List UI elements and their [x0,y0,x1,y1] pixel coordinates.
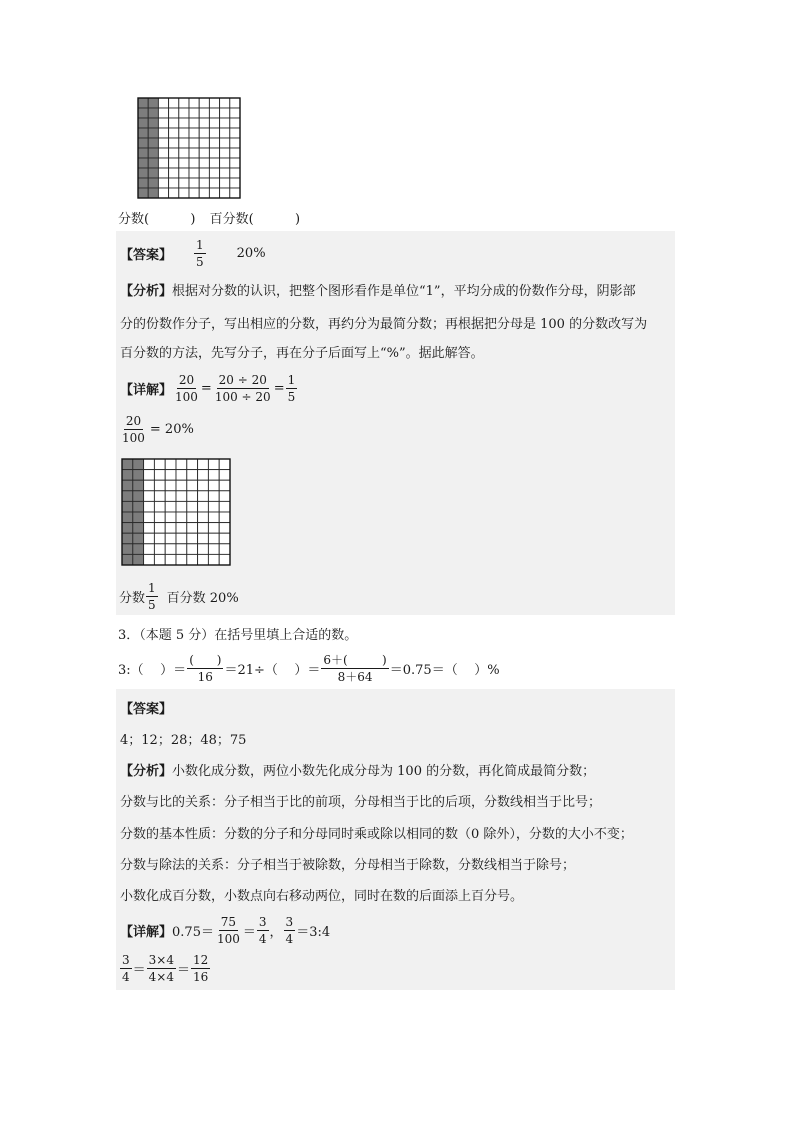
q3-analysis-line4: 分数与除法的关系：分子相当于被除数，分母相当于除数，分数线相当于除号； [120,858,576,873]
grid-cell [189,138,199,148]
grid-cell-shaded [148,168,158,178]
grid-cell-shaded [133,459,144,470]
grid-cell [220,148,230,158]
grid-cell [176,512,187,523]
grid-cell [230,108,240,118]
grid-cell [208,501,219,512]
grid-cell [154,459,165,470]
grid-cell [179,98,189,108]
fraction-20-100 [120,415,147,444]
q3-equation [118,650,500,686]
fraction-numerator: 20 ÷ 20 [218,372,267,387]
grid-cell [169,148,179,158]
grid-cell-shaded [133,480,144,491]
grid-cell [179,178,189,188]
grid-cell [209,108,219,118]
grid-cell [179,188,189,198]
grid-cell [154,554,165,565]
fraction-3-4 [120,954,132,983]
grid-cell [154,491,165,502]
grid-cell [230,118,240,128]
fraction-label: 分数( [118,212,150,227]
grid-cell [158,118,168,128]
equals-sign: ＝ [176,962,190,978]
grid-cell [208,523,219,534]
grid-cell [187,480,198,491]
answer-tag: 【答案】 [120,247,173,263]
grid-cell-shaded [133,554,144,565]
grid-cell [158,178,168,188]
grid-cell [209,158,219,168]
grid-cell [199,128,209,138]
grid-cell [220,158,230,168]
detail-tag: 【详解】 [120,924,173,940]
grid-cell-shaded [133,470,144,481]
fraction-denominator: 100 [122,430,145,445]
grid-cell [219,470,230,481]
grid-cell-shaded [133,512,144,523]
grid-cell [187,501,198,512]
fraction-denominator: 100 [175,389,198,404]
grid-cell-shaded [122,459,133,470]
grid-cell [219,491,230,502]
grid-cell [230,148,240,158]
grid-cell-shaded [122,512,133,523]
grid-cell [230,188,240,198]
grid-cell [199,178,209,188]
grid-cell [220,128,230,138]
grid-cell [158,158,168,168]
grid-cell [208,512,219,523]
grid-cell [179,168,189,178]
grid-cell-shaded [133,533,144,544]
grid-cell [230,168,240,178]
grid-cell [219,523,230,534]
fraction-numerator: 20 [178,372,195,387]
grid-cell [208,544,219,555]
fraction-20-100 [173,374,200,403]
grid-cell [144,501,155,512]
grid-cell [189,188,199,198]
grid-cell [165,480,176,491]
grid-cell [199,158,209,168]
grid-cell [169,168,179,178]
grid-cell [209,168,219,178]
fraction-numerator: 75 [220,914,237,929]
grid-cell [169,158,179,168]
equation-part: 3:（ ）＝ [118,662,187,678]
grid-cell [219,554,230,565]
percent-label: 百分数( [209,212,254,227]
q3-analysis-line1 [120,760,595,779]
grid-cell [158,128,168,138]
grid-cell [169,98,179,108]
grid-cell-shaded [122,533,133,544]
fraction-denominator: 4 [122,969,130,984]
grid-cell [179,158,189,168]
grid-cell-shaded [133,544,144,555]
grid-cell [158,188,168,198]
grid-cell [176,459,187,470]
fraction-numerator: 3×4 [148,952,174,967]
grid-cell [169,178,179,188]
grid-cell-shaded [148,148,158,158]
grid-cell [230,138,240,148]
grid-cell-shaded [138,178,148,188]
grid-cell-shaded [138,138,148,148]
blank-fraction-16 [187,654,223,683]
grid-cell-shaded [148,128,158,138]
grid-cell [199,98,209,108]
grid-cell [179,118,189,128]
grid-cell [220,108,230,118]
equals-sign: ＝ [132,962,146,978]
fraction-denominator: 5 [287,389,296,404]
q3-detail-line2 [119,950,211,986]
grid-cell [165,491,176,502]
fraction-denominator: 4×4 [148,969,174,984]
q3-analysis-line5: 小数化成百分数，小数点向右移动两位，同时在数的后面添上百分号。 [120,889,524,904]
grid-cell [199,148,209,158]
grid-cell-shaded [122,470,133,481]
grid-cell [165,533,176,544]
grid-cell-shaded [138,148,148,158]
grid-cell [198,523,209,534]
grid-cell [199,108,209,118]
q2-answer-line [120,236,266,270]
analysis-tag: 【分析】 [120,284,173,299]
grid-cell [165,523,176,534]
fraction-denominator: 16 [193,969,209,984]
equation-part: 0.75＝ [172,924,214,940]
grid-cell [144,554,155,565]
fraction-denominator: 4 [285,931,294,946]
fraction-12-16 [191,954,210,983]
grid-cell-shaded [138,108,148,118]
fraction-3-4 [284,916,296,945]
grid-cell [198,512,209,523]
fraction-denominator: 100 ÷ 20 [214,389,271,404]
grid-cell-shaded [138,98,148,108]
grid-cell [179,128,189,138]
grid-cell [144,523,155,534]
fraction-numerator: 3 [122,952,130,967]
grid-cell-shaded [133,491,144,502]
paren-close: ) [295,212,301,227]
grid-cell [169,108,179,118]
grid-cell [220,178,230,188]
grid-cell [179,108,189,118]
grid-cell [187,459,198,470]
grid-cell-shaded [148,98,158,108]
equals-sign: = [200,380,212,396]
grid-cell [176,533,187,544]
grid-cell [189,118,199,128]
fraction-numerator: 6＋( ) [323,652,387,667]
grid-cell [219,501,230,512]
grid-cell [208,491,219,502]
grid-cell [158,148,168,158]
grid-cell-shaded [148,118,158,128]
grid-cell [165,459,176,470]
grid-cell [219,459,230,470]
grid-cell [189,108,199,118]
grid-cell [208,459,219,470]
grid-cell-shaded [138,128,148,138]
grid-cell [169,188,179,198]
grid-cell [220,138,230,148]
fraction-numerator: ( ) [189,652,222,667]
grid-cell [144,512,155,523]
grid-cell-shaded [122,523,133,534]
grid-cell [176,501,187,512]
grid-cell [209,148,219,158]
fraction-blank [149,212,190,227]
grid-cell-shaded [133,523,144,534]
grid-cell [144,480,155,491]
grid-cell [144,544,155,555]
grid-cell [199,168,209,178]
grid-cell [220,168,230,178]
grid-cell [176,544,187,555]
fraction-1-5 [286,374,298,403]
grid-cell-shaded [148,158,158,168]
fraction-numerator: 3 [285,914,294,929]
grid-cell [144,459,155,470]
q2-detail-line2 [119,411,194,447]
grid-cell [154,512,165,523]
fraction-denominator: 4 [258,931,267,946]
grid-cell [198,533,209,544]
fraction-denominator: 5 [196,254,204,269]
grid-cell [198,544,209,555]
grid-cell [154,523,165,534]
hundred-grid-figure [137,97,241,199]
comma: ， [269,924,283,940]
grid-cell [189,168,199,178]
grid-cell [158,138,168,148]
grid-cell-shaded [122,554,133,565]
result-fraction [146,582,158,611]
percent-result: = 20% [149,421,194,437]
grid-cell [230,98,240,108]
q3-answer-values: 4；12；28；48；75 [120,733,247,748]
grid-cell [220,98,230,108]
grid-cell [220,188,230,198]
q2-detail-line1 [120,370,298,406]
grid-cell [219,533,230,544]
grid-cell [209,178,219,188]
grid-cell [176,480,187,491]
ratio-result: ＝3:4 [296,924,331,940]
grid-cell [179,138,189,148]
grid-cell [208,470,219,481]
grid-cell [179,148,189,158]
fraction-numerator: 20 [125,413,142,428]
grid-cell [219,512,230,523]
grid-cell [209,118,219,128]
grid-cell [189,178,199,188]
grid-cell [169,118,179,128]
q2-analysis-line1 [120,280,636,299]
grid-cell [189,158,199,168]
grid-cell [187,491,198,502]
grid-cell [187,512,198,523]
grid-cell [208,533,219,544]
grid-cell [187,554,198,565]
grid-cell [165,554,176,565]
grid-cell [230,158,240,168]
grid-cell [219,544,230,555]
grid-cell-shaded [148,178,158,188]
q3-answer-tag: 【答案】 [120,702,173,717]
grid-cell-shaded [122,491,133,502]
grid-cell [169,138,179,148]
grid-cell [158,98,168,108]
grid-cell [189,128,199,138]
grid-cell [176,491,187,502]
grid-cell [165,512,176,523]
answer-percent: 20% [236,245,266,261]
q3-title: 3．（本题 5 分）在括号里填上合适的数。 [118,628,358,643]
grid-cell [198,501,209,512]
q2-analysis-line3: 百分数的方法，先写分子，再在分子后面写上“%”。据此解答。 [120,346,484,361]
grid-cell [209,98,219,108]
answer-fraction [194,239,206,268]
fraction-75-100 [215,916,242,945]
blank-fraction-8-64 [321,654,388,683]
grid-cell [199,118,209,128]
fraction-divided [213,374,273,403]
grid-cell [154,501,165,512]
grid-cell [230,128,240,138]
detail-tag: 【详解】 [120,382,173,398]
fraction-3-4 [257,916,269,945]
grid-cell [198,470,209,481]
analysis-text: 根据对分数的认识，把整个图形看作是单位“1”，平均分成的份数作分母，阴影部 [172,284,636,299]
percent-result: 百分数 20% [166,590,239,606]
grid-cell [176,523,187,534]
fraction-percent-blanks [118,208,300,227]
grid-cell [220,118,230,128]
grid-cell-shaded [148,188,158,198]
equation-part: ＝21÷（ ）＝ [224,662,321,678]
equals-sign: = [273,380,285,396]
grid-cell-shaded [148,108,158,118]
fraction-denominator: 16 [197,669,213,684]
fraction-numerator: 1 [148,580,156,595]
q3-detail-line1 [120,912,330,948]
grid-cell [154,480,165,491]
grid-cell [144,491,155,502]
grid-cell-shaded [122,501,133,512]
grid-cell [154,470,165,481]
grid-cell [208,554,219,565]
grid-cell [144,470,155,481]
grid-cell [144,533,155,544]
grid-cell [209,138,219,148]
grid-cell [189,148,199,158]
paren-close: ) [190,212,196,227]
q2-analysis-line2: 分的份数作分子，写出相应的分数，再约分为最简分数；再根据把分母是 100 的分数改写为 [120,317,648,332]
grid-cell-shaded [138,118,148,128]
grid-cell-shaded [133,501,144,512]
grid-cell [209,128,219,138]
q3-analysis-line2: 分数与比的关系：分子相当于比的前项，分母相当于比的后项，分数线相当于比号； [120,795,602,810]
fraction-numerator: 3 [258,914,267,929]
fraction-numerator: 12 [193,952,209,967]
grid-cell [176,470,187,481]
equation-part: ＝0.75＝（ ）% [389,662,500,678]
hundred-grid-figure-answer [121,458,231,566]
analysis-tag: 【分析】 [120,764,173,779]
grid-cell-shaded [138,168,148,178]
fraction-denominator: 100 [216,931,240,946]
grid-cell [158,168,168,178]
grid-cell [208,480,219,491]
grid-cell [165,544,176,555]
grid-cell-shaded [138,158,148,168]
grid-cell-shaded [122,480,133,491]
grid-cell [187,523,198,534]
grid-cell [230,178,240,188]
grid-cell [198,480,209,491]
grid-cell [154,533,165,544]
fraction-multiplied [147,954,176,983]
grid-cell [165,470,176,481]
percent-blank [254,212,295,227]
grid-cell [187,470,198,481]
analysis-text: 小数化成分数，两位小数先化成分母为 100 的分数，再化简成最简分数； [172,764,596,779]
grid-cell [187,533,198,544]
equals-sign: ＝ [242,924,256,940]
fraction-denominator: 5 [148,597,156,612]
grid-cell-shaded [122,544,133,555]
grid-cell [209,188,219,198]
grid-cell [165,501,176,512]
grid-cell [198,554,209,565]
grid-cell [189,98,199,108]
grid-cell [169,128,179,138]
grid-cell-shaded [148,138,158,148]
grid-cell-shaded [138,188,148,198]
fraction-label: 分数 [119,590,146,606]
grid-cell [199,188,209,198]
grid-cell [198,491,209,502]
q3-analysis-line3: 分数的基本性质：分数的分子和分母同时乘或除以相同的数（0 除外），分数的大小不变； [120,827,633,842]
grid-cell [154,544,165,555]
fraction-denominator: 8＋64 [337,669,373,684]
q2-result-line [119,578,239,614]
grid-cell [176,554,187,565]
grid-cell [219,480,230,491]
fraction-numerator: 1 [287,372,296,387]
grid-cell [199,138,209,148]
fraction-numerator: 1 [196,237,204,252]
grid-cell [158,108,168,118]
grid-cell [198,459,209,470]
grid-cell [187,544,198,555]
